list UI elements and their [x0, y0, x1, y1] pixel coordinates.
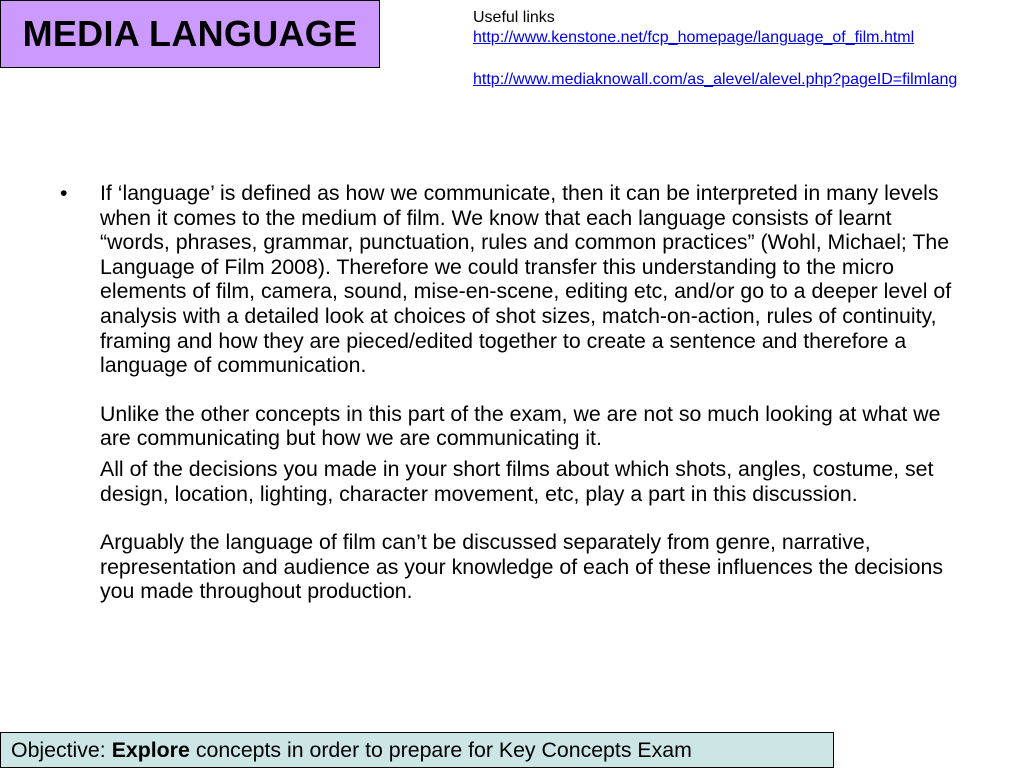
paragraph-3: All of the decisions you made in your short films about which shots, angles, costume, set design, location, lighting, character movement, etc, play a part in this discussion. — [100, 456, 934, 506]
useful-links — [473, 8, 1018, 90]
link-kenstone[interactable]: http://www.kenstone.net/fcp_homepage/language_of_film.html — [473, 29, 915, 46]
useful-links-heading: Useful links — [473, 9, 555, 26]
objective-prefix: Objective: — [11, 737, 106, 762]
links-spacer — [473, 48, 1018, 70]
objective-text: concepts in order to prepare for Key Concepts Exam — [195, 737, 692, 762]
paragraph-1: If ‘language’ is defined as how we communicate, then it can be interpreted in many levels when it comes to the medium of film. We know that each language consists of learnt “words, phrases, grammar, punctuation, rules and common practices” (Wohl, Michael; The Language of Film 2008). Therefore we could transfer this understanding to the micro elements of film, camera, sound, mise-en-scene, editing etc, and/or go to a deeper level of analysis with a detailed look at choices of shot sizes, match-on-action, rules of continuity, framing and how they are pieced/edited together to create a sentence and therefore a language of communication. — [100, 181, 952, 378]
paragraph-2: Unlike the other concepts in this part of the exam, we are not so much looking at what we are communicating but how we are communicating it. — [100, 401, 941, 451]
bullet-item — [60, 181, 960, 604]
link-mediaknowall[interactable]: http://www.mediaknowall.com/as_alevel/alevel.php?pageID=filmlang — [473, 71, 958, 88]
objective-emphasis: Explore — [111, 737, 190, 762]
paragraph-block — [100, 181, 960, 604]
bullet-marker: • — [60, 181, 68, 205]
paragraph-4: Arguably the language of film can’t be discussed separately from genre, narrative, representation and audience as your knowledge of each of these influences the decisions you made throughout production. — [100, 530, 943, 604]
page-title: MEDIA LANGUAGE — [22, 13, 358, 54]
objective-box — [0, 732, 834, 768]
main-content — [60, 181, 960, 604]
title-box — [0, 0, 380, 68]
